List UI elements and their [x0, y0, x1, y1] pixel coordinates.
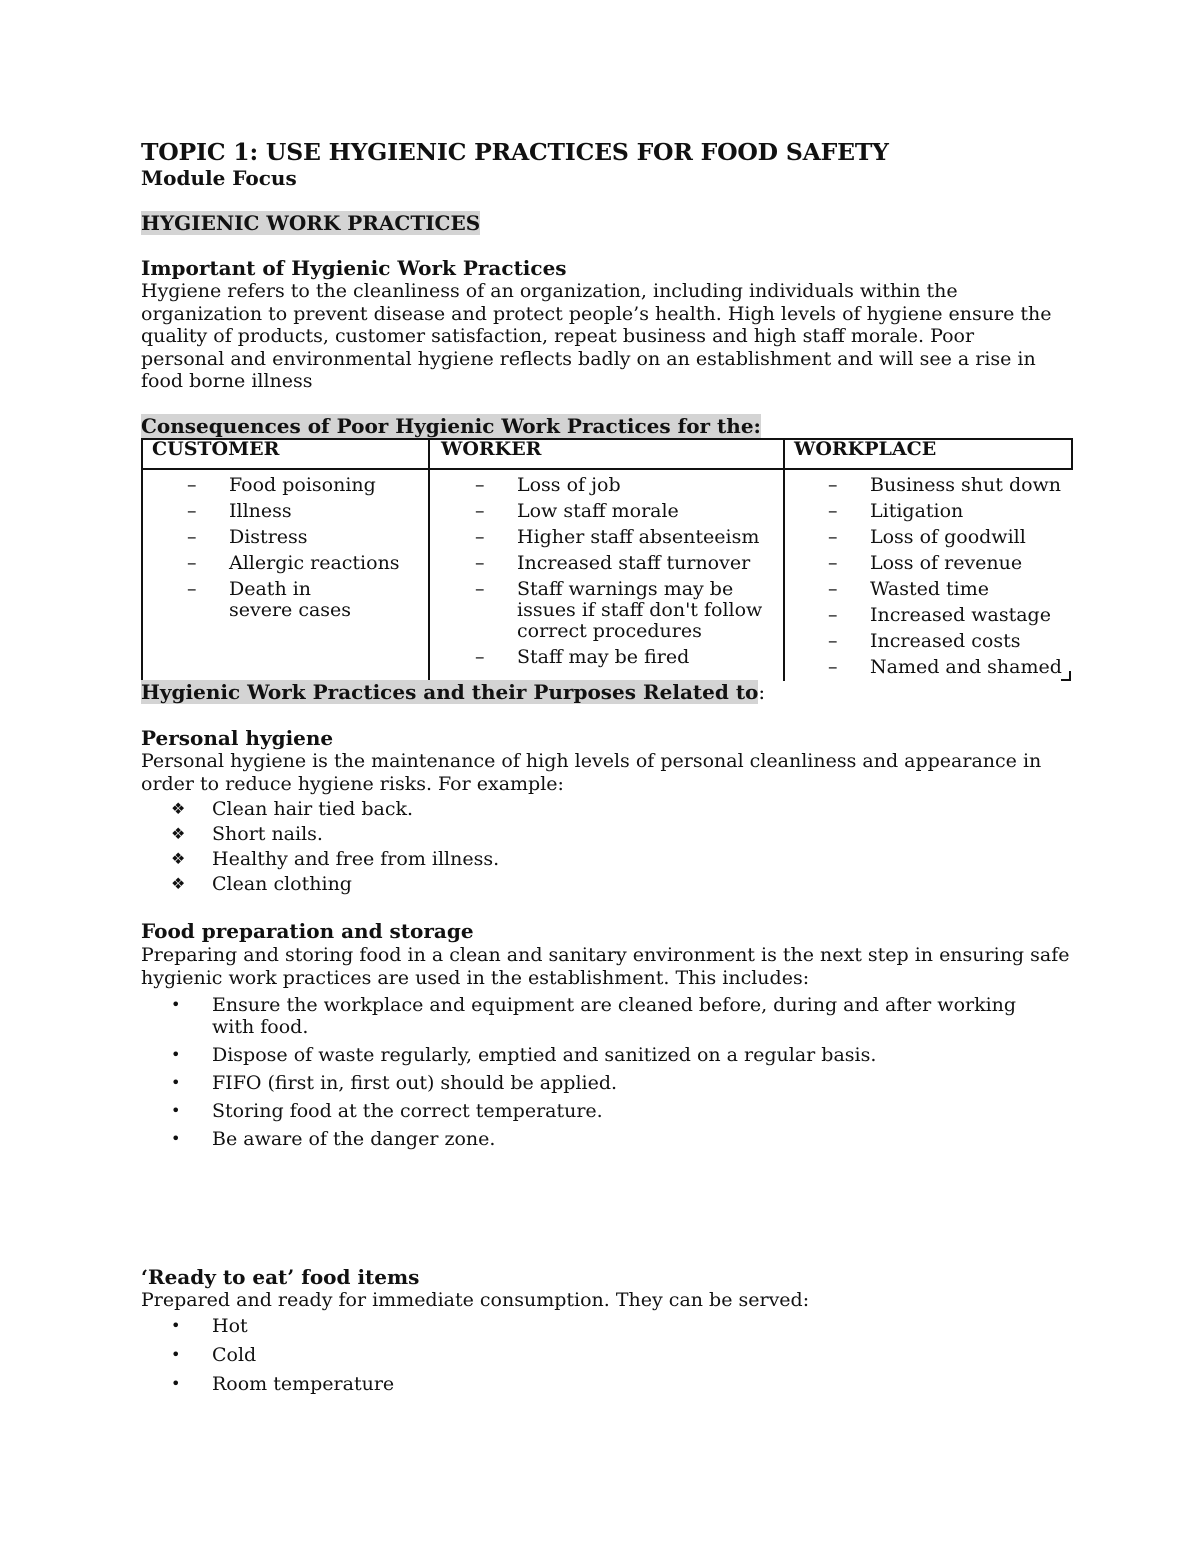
- paragraph-line: Personal hygiene is the maintenance of high levels of personal cleanliness and appearance in: [141, 750, 1042, 772]
- page-title: TOPIC 1: USE HYGIENIC PRACTICES FOR FOOD SAFETY: [141, 138, 889, 166]
- list-item: ❖ Clean hair tied back.: [171, 798, 414, 820]
- list-item: – Loss of revenue: [828, 552, 1023, 574]
- paragraph-line: Preparing and storing food in a clean and sanitary environment is the next step in ensuring safe: [141, 944, 1070, 966]
- purposes-heading: Hygienic Work Practices and their Purposes Related to:: [141, 680, 766, 704]
- list-item: – Increased costs: [828, 630, 1021, 652]
- list-item: – Illness: [187, 500, 292, 522]
- consequences-heading: Consequences of Poor Hygienic Work Practices for the:: [141, 414, 761, 438]
- list-item: ❖ Clean clothing: [171, 873, 352, 895]
- list-item: • Storing food at the correct temperature.: [171, 1100, 603, 1122]
- column-header-workplace: WORKPLACE: [794, 438, 937, 460]
- personal-hygiene-paragraph: [141, 750, 1041, 795]
- list-item: – Loss of goodwill: [828, 526, 1026, 548]
- list-item: • Ensure the workplace and equipment are cleaned before, during and after working with food.: [171, 994, 1017, 1038]
- list-item: – Wasted time: [828, 578, 990, 600]
- table-column-divider: [783, 438, 785, 681]
- paragraph-line: hygienic work practices are used in the establishment. This includes:: [141, 966, 810, 989]
- worker-list: [471, 475, 771, 673]
- list-item: ❖ Short nails.: [171, 823, 323, 845]
- list-item: • Be aware of the danger zone.: [171, 1128, 496, 1150]
- list-item: – Low staff morale: [475, 500, 679, 522]
- workplace-list: [824, 475, 1069, 683]
- personal-hygiene-heading: Personal hygiene: [141, 726, 334, 750]
- food-prep-list: [141, 994, 1061, 1150]
- module-focus-label: Module Focus: [141, 166, 297, 190]
- ready-to-eat-list: [141, 1315, 741, 1395]
- importance-heading: Important of Hygienic Work Practices: [141, 256, 567, 280]
- list-item: – Litigation: [828, 500, 964, 522]
- list-item: • Hot: [171, 1315, 248, 1337]
- food-prep-heading: Food preparation and storage: [141, 919, 474, 943]
- column-header-customer: CUSTOMER: [152, 438, 280, 460]
- paragraph-line: personal and environmental hygiene reflects badly on an establishment and will see a rise in: [141, 347, 1036, 370]
- personal-hygiene-list: [141, 798, 1041, 895]
- importance-paragraph: [141, 280, 1052, 393]
- list-item: – Allergic reactions: [187, 552, 400, 574]
- list-item: • Room temperature: [171, 1373, 395, 1395]
- list-item: – Loss of job: [475, 474, 621, 496]
- list-item: – Higher staff absenteeism: [475, 526, 760, 548]
- table-header-divider: [141, 468, 1073, 470]
- list-item: • FIFO (first in, first out) should be applied.: [171, 1072, 618, 1094]
- column-header-worker: WORKER: [441, 438, 542, 460]
- list-item: – Increased staff turnover: [475, 552, 751, 574]
- section-heading: HYGIENIC WORK PRACTICES: [141, 211, 481, 235]
- list-item: – Increased wastage: [828, 604, 1051, 626]
- list-item: – Distress: [187, 526, 308, 548]
- paragraph-line: organization to prevent disease and protect people’s health. High levels of hygiene ensure the: [141, 302, 1052, 325]
- list-item: • Cold: [171, 1344, 257, 1366]
- consequences-table: [141, 438, 1073, 681]
- list-item: – Named and shamed: [828, 656, 1062, 678]
- ready-to-eat-paragraph: Prepared and ready for immediate consumption. They can be served:: [141, 1289, 810, 1311]
- list-item: – Staff may be fired: [475, 646, 690, 668]
- table-column-divider: [428, 438, 430, 681]
- list-item: ❖ Healthy and free from illness.: [171, 848, 500, 870]
- customer-list: [183, 475, 423, 626]
- list-item: – Staff warnings may be issues if staff don't follow correct procedures: [475, 578, 763, 642]
- list-item: – Death in severe cases: [187, 578, 352, 621]
- paragraph-line: food borne illness: [141, 370, 313, 392]
- list-item: – Food poisoning: [187, 474, 376, 496]
- ready-to-eat-heading: ‘Ready to eat’ food items: [141, 1265, 420, 1289]
- paragraph-line: Hygiene refers to the cleanliness of an organization, including individuals within the: [141, 280, 958, 302]
- paragraph-line: order to reduce hygiene risks. For example:: [141, 772, 564, 795]
- list-item: • Dispose of waste regularly, emptied and sanitized on a regular basis.: [171, 1044, 877, 1066]
- list-item: – Business shut down: [828, 474, 1062, 496]
- table-border-right: [1071, 438, 1073, 470]
- paragraph-line: quality of products, customer satisfaction, repeat business and high staff morale. Poor: [141, 325, 975, 347]
- table-border-left: [141, 438, 143, 681]
- food-prep-paragraph: [141, 944, 1070, 989]
